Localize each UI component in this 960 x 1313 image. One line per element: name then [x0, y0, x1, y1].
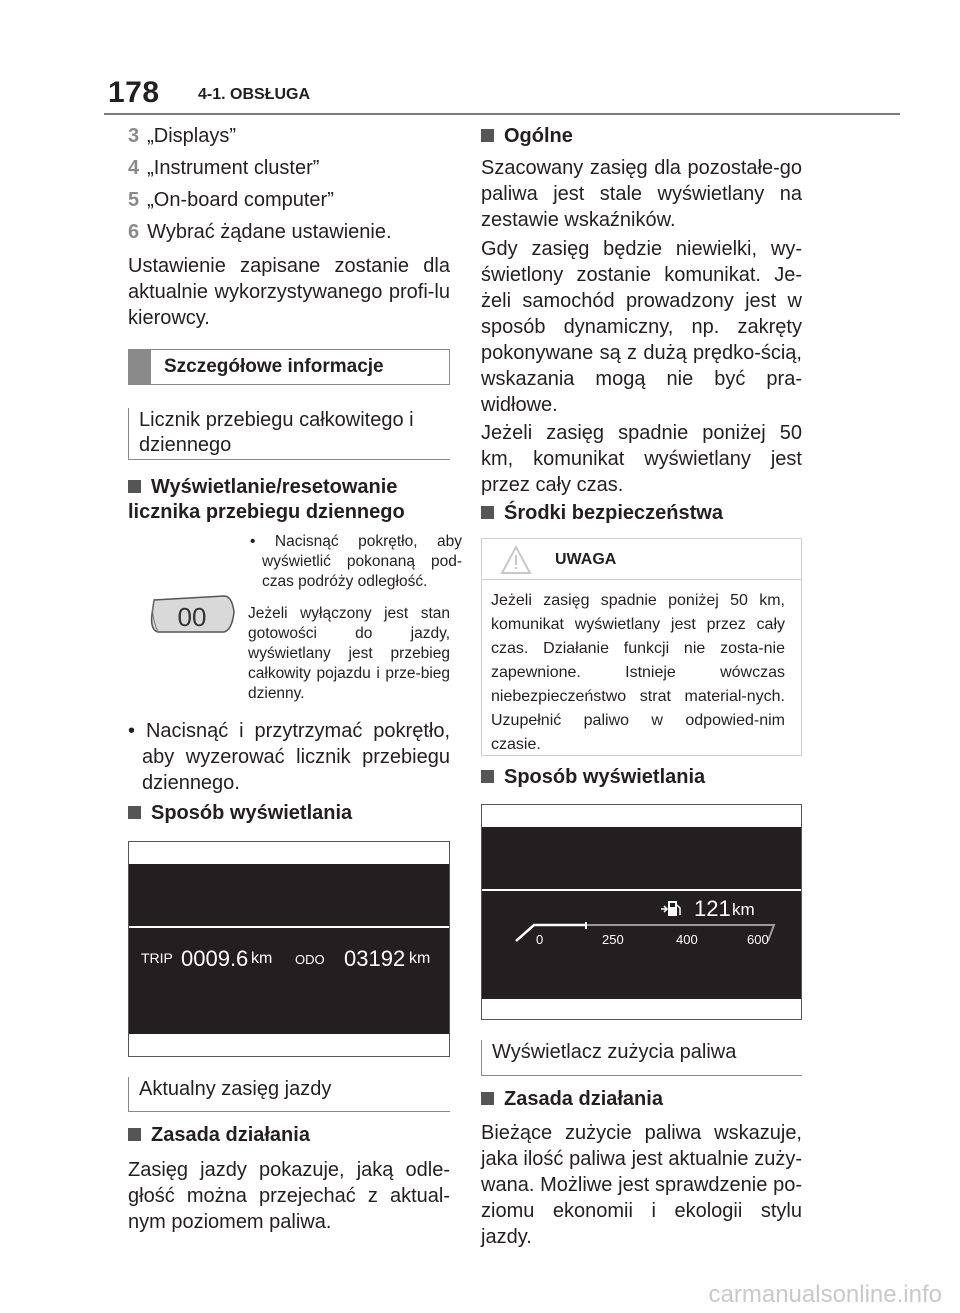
consumption-principle-heading: Zasada działania — [481, 1087, 802, 1112]
screen-divider — [482, 889, 801, 891]
section-title: 4-1. OBSŁUGA — [198, 86, 311, 103]
range-display-heading: Sposób wyświetlania — [481, 765, 802, 790]
range-unit: km — [732, 900, 755, 919]
info-box — [128, 349, 450, 385]
general-paragraph-1: Szacowany zasięg dla pozostałe-go paliwa jest stale wyświetlany na zestawie wskaźników. — [481, 157, 802, 231]
consumption-principle-text: Bieżące zużycie paliwa wskazuje, jaka ilość paliwa jest aktualnie zuży-wana. Możliwe jest sprawdzenie po-ziomu ekonomii i ekologii stylu jazdy. — [481, 1122, 802, 1248]
odometer-screen — [129, 864, 449, 1034]
gauge-tick-600: 600 — [747, 932, 769, 947]
step-5: 5 „On-board computer” — [128, 189, 334, 211]
square-bullet-icon — [128, 1128, 141, 1141]
odometer-screen-frame — [128, 841, 450, 1057]
warning-triangle-icon — [500, 545, 532, 575]
trip-unit: km — [251, 950, 273, 967]
odometer-note: Jeżeli wyłączony jest stan gotowości do jazdy, wyświetlany jest przebieg całkowity pojazdu i prze-bieg dzienny. — [248, 605, 450, 702]
gauge-tick-0: 0 — [536, 932, 544, 947]
odo-label: ODO — [295, 952, 325, 967]
warning-title: UWAGA — [555, 551, 617, 568]
gauge-tick-250: 250 — [602, 932, 624, 947]
page-number: 178 — [108, 76, 160, 109]
range-principle-text: Zasięg jazdy pokazuje, jaką odle-głość można przejechać z aktual-nym poziomem paliwa. — [128, 1159, 450, 1233]
square-bullet-icon — [481, 129, 494, 142]
fuel-pump-icon — [660, 899, 682, 919]
odometer-subheading: Licznik przebiegu całkowitego i dziennego — [128, 408, 450, 460]
intro-paragraph: Ustawienie zapisane zostanie dla aktualnie wykorzystywanego profi-lu kierowcy. — [128, 255, 450, 329]
square-bullet-icon — [481, 1092, 494, 1105]
square-bullet-icon — [481, 506, 494, 519]
range-screen — [482, 827, 801, 999]
odo-value: 03192 — [344, 946, 406, 971]
screen-divider — [129, 926, 449, 928]
gauge-tick-400: 400 — [676, 932, 698, 947]
general-paragraph-2: Gdy zasięg będzie niewielki, wy-świetlony zostanie komunikat. Je-żeli samochód prowadzony jest w sposób dynamiczny, np. zakręty pokonywane są z dużą prędko-ścią, wskazania mogą nie być pra-widłowe. — [481, 238, 802, 416]
general-paragraph-3: Jeżeli zasięg spadnie poniżej 50 km, komunikat wyświetlany jest przez cały czas. — [481, 422, 802, 496]
step-3: 3 „Displays” — [128, 125, 237, 147]
general-heading: Ogólne — [481, 124, 802, 149]
square-bullet-icon — [481, 770, 494, 783]
odometer-bullet-2: • Nacisnąć i przytrzymać pokrętło, aby wyzerować licznik przebiegu dziennego. — [128, 720, 450, 794]
odometer-bullet-1: • Nacisnąć pokrętło, aby wyświetlić pokonaną pod-czas podróży odległość. — [250, 533, 462, 590]
info-box-bar — [129, 350, 151, 384]
odo-unit: km — [409, 950, 431, 967]
safety-heading: Środki bezpieczeństwa — [481, 501, 802, 526]
range-gauge — [512, 917, 782, 947]
range-value: 121 — [694, 896, 731, 921]
square-bullet-icon — [128, 480, 141, 493]
step-4: 4 „Instrument cluster” — [128, 157, 320, 179]
knob-label: 00 — [177, 602, 207, 632]
warning-divider — [482, 579, 801, 580]
warning-text: Jeżeli zasięg spadnie poniżej 50 km, komunikat wyświetlany jest przez cały czas. Działanie funkcji nie zosta-nie zapewnione. Istnieje wówczas niebezpieczeństwo strat material-nych. Uzupełnić paliwo w odpowied-nim czasie. — [491, 592, 785, 753]
warning-box — [481, 538, 802, 756]
range-screen-frame — [481, 804, 802, 1020]
info-box-title: Szczegółowe informacje — [164, 356, 384, 377]
range-principle-heading: Zasada działania — [128, 1123, 450, 1148]
header-divider — [104, 113, 900, 115]
consumption-subheading: Wyświetlacz zużycia paliwa — [481, 1040, 802, 1076]
odometer-heading: Wyświetlanie/resetowanie licznika przebiegu dziennego — [128, 476, 405, 523]
odometer-display-heading: Sposób wyświetlania — [128, 801, 450, 826]
watermark: carmanualsonline.info — [708, 1281, 942, 1308]
range-subheading: Aktualny zasięg jazdy — [128, 1077, 450, 1112]
trip-knob-illustration — [146, 590, 238, 638]
trip-value: 0009.6 — [181, 946, 249, 971]
square-bullet-icon — [128, 806, 141, 819]
step-6: 6 Wybrać żądane ustawienie. — [128, 221, 392, 243]
trip-label: TRIP — [141, 950, 173, 966]
knob-icon — [146, 590, 238, 638]
